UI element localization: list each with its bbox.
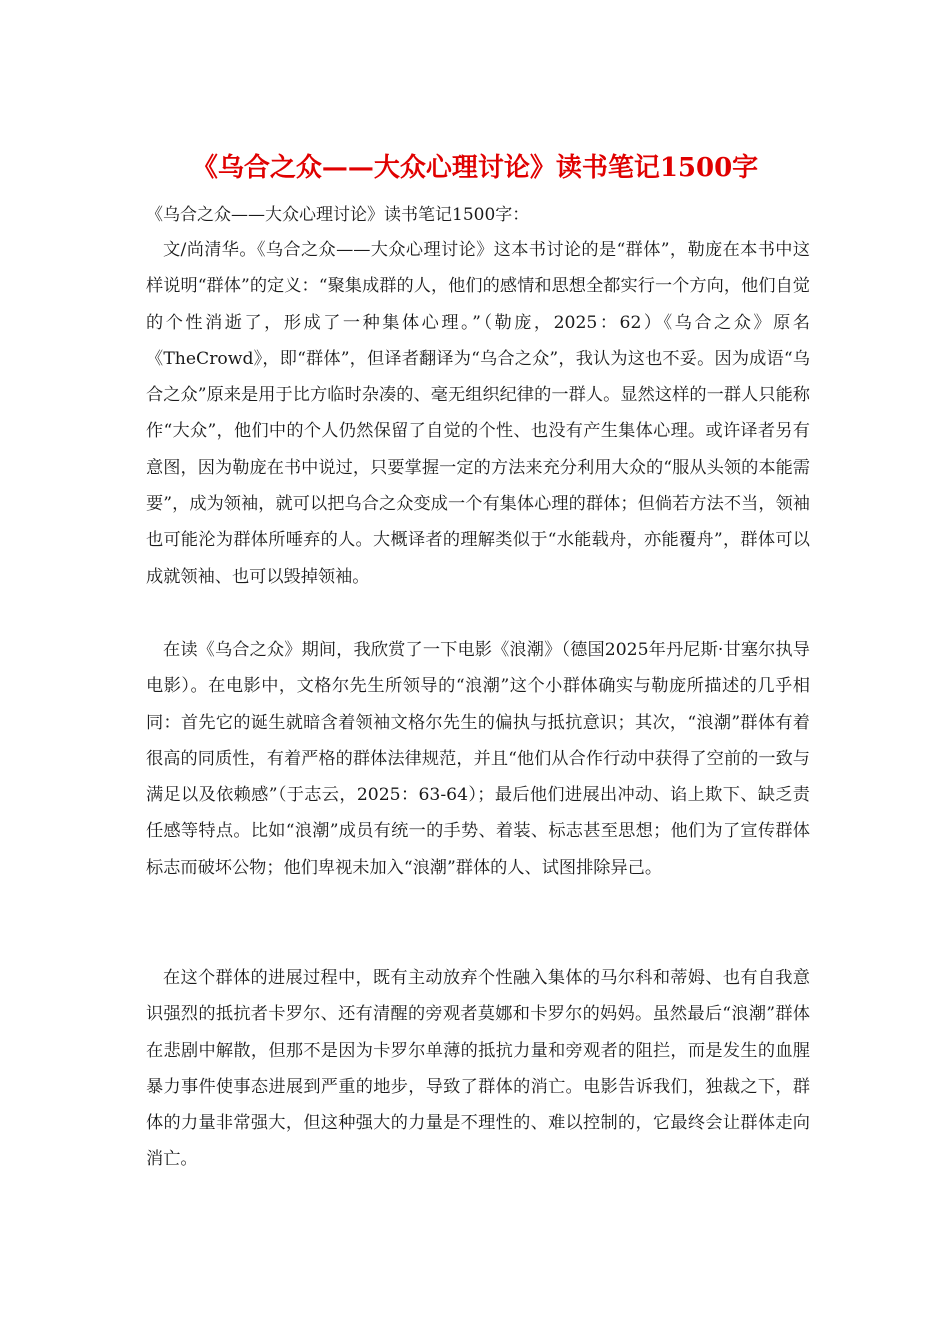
paragraph-3: 在这个群体的进展过程中，既有主动放弃个性融入集体的马尔科和蒂姆、也有自我意识强烈的抵抗者卡罗尔、还有清醒的旁观者莫娜和卡罗尔的妈妈。虽然最后“浪潮”群体在悲剧中解散，但那不是因为卡罗尔单薄的抵抗力量和旁观者的阻拦，而是发生的血腥暴力事件使事态进展到严重的地步，导致了群体的消亡。电影告诉我们，独裁之下，群体的力量非常强大，但这种强大的力量是不理性的、难以控制的，它最终会让群体走向消亡。 [146,968,810,1170]
paragraph-1: 文/尚清华。《乌合之众——大众心理讨论》这本书讨论的是“群体”，勒庞在本书中这样说明“群体”的定义：“聚集成群的人，他们的感情和思想全都实行一个方向，他们自觉的个性消逝了，形成了一种集体心理。”（勒庞，2025：62）《乌合之众》原名《TheCrowd》，即“群体”，但译者翻译为“乌合之众”，我认为这也不妥。因为成语“乌合之众”原来是用于比方临时杂凑的、毫无组织纪律的一群人。显然这样的一群人只能称作“大众”，他们中的个人仍然保留了自觉的个性、也没有产生集体心理。或许译者另有意图，因为勒庞在书中说过，只要掌握一定的方法来充分利用大众的“服从头领的本能需要”，成为领袖，就可以把乌合之众变成一个有集体心理的群体；但倘若方法不当，领袖也可能沦为群体所唾弃的人。大概译者的理解类似于“水能载舟，亦能覆舟”，群体可以成就领袖、也可以毁掉领袖。 [146,240,810,587]
paragraph-2: 在读《乌合之众》期间，我欣赏了一下电影《浪潮》（德国2025年丹尼斯·甘塞尔执导电影）。在电影中，文格尔先生所领导的“浪潮”这个小群体确实与勒庞所描述的几乎相同：首先它的诞生就暗含着领袖文格尔先生的偏执与抵抗意识；其次，“浪潮”群体有着很高的同质性，有着严格的群体法律规范，并且“他们从合作行动中获得了空前的一致与满足以及依赖感”（于志云，2025：63-64）；最后他们进展出冲动、谄上欺下、缺乏责任感等特点。比如“浪潮”成员有统一的手势、着装、标志甚至思想；他们为了宣传群体标志而破坏公物；他们卑视未加入“浪潮”群体的人、试图排除异己。 [146,640,810,878]
document-title: 《乌合之众——大众心理讨论》读书笔记1500字 [191,153,759,183]
document-subtitle: 《乌合之众——大众心理讨论》读书笔记1500字： [146,205,530,225]
